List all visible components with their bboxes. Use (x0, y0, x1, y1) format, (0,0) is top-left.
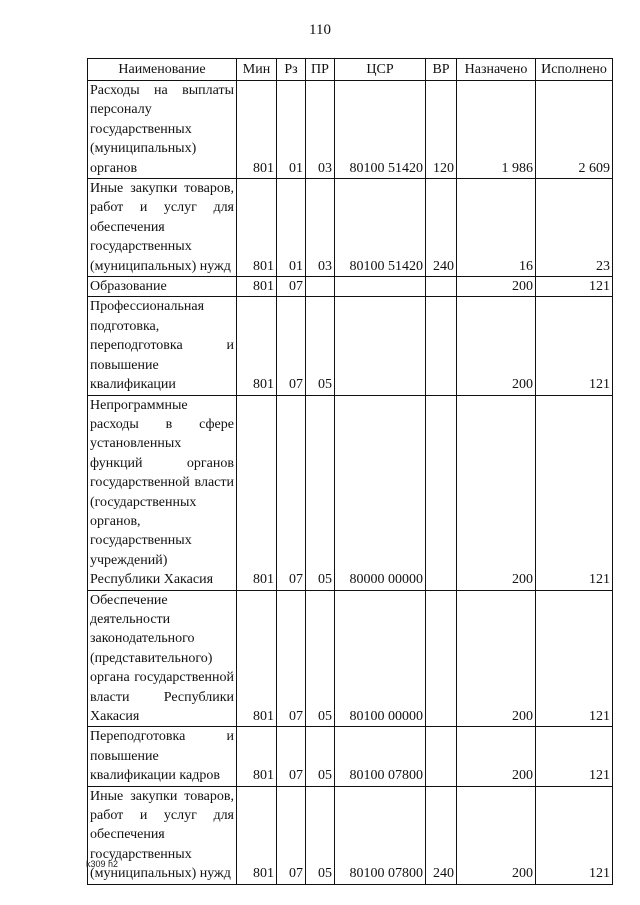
row-executed: 121 (536, 786, 613, 884)
table-row (88, 727, 613, 786)
row-pr: 05 (306, 590, 335, 727)
row-vr (426, 395, 457, 590)
header-row (88, 59, 613, 81)
header-vr: ВР (426, 59, 457, 81)
row-assigned: 1 986 (457, 81, 536, 179)
header-csr: ЦСР (335, 59, 426, 81)
row-csr: 80100 07800 (335, 786, 426, 884)
row-executed: 121 (536, 395, 613, 590)
row-min: 801 (237, 395, 277, 590)
row-name: Обеспечение деятельности законодательного (представительного) органа государственной власти Республики Хакасия (88, 590, 237, 727)
row-rz: 07 (277, 277, 306, 297)
row-assigned: 200 (457, 395, 536, 590)
table-row (88, 590, 613, 727)
row-name: Непрограммные расходы в сфере установленных функций органов государственной власти (государственных органов, государственных учреждений) Республики Хакасия (88, 395, 237, 590)
row-csr: 80100 00000 (335, 590, 426, 727)
row-name: Профессиональная подготовка, переподготовка и повышение квалификации (88, 297, 237, 395)
row-pr: 05 (306, 395, 335, 590)
table-row (88, 179, 613, 277)
row-vr (426, 727, 457, 786)
row-assigned: 200 (457, 277, 536, 297)
row-vr (426, 590, 457, 727)
row-executed: 121 (536, 277, 613, 297)
row-executed: 121 (536, 297, 613, 395)
row-rz: 07 (277, 395, 306, 590)
header-min: Мин (237, 59, 277, 81)
row-min: 801 (237, 179, 277, 277)
row-csr: 80000 00000 (335, 395, 426, 590)
row-csr: 80100 07800 (335, 727, 426, 786)
row-rz: 07 (277, 297, 306, 395)
table-row (88, 786, 613, 884)
row-min: 801 (237, 297, 277, 395)
row-rz: 07 (277, 590, 306, 727)
row-csr (335, 277, 426, 297)
row-pr: 05 (306, 727, 335, 786)
row-rz: 01 (277, 81, 306, 179)
row-name: Иные закупки товаров, работ и услуг для обеспечения государственных (муниципальных) нужд (88, 786, 237, 884)
row-min: 801 (237, 590, 277, 727)
row-assigned: 200 (457, 786, 536, 884)
row-rz: 07 (277, 727, 306, 786)
table-row (88, 297, 613, 395)
table-row (88, 395, 613, 590)
budget-table (87, 58, 613, 885)
row-executed: 121 (536, 727, 613, 786)
row-executed: 2 609 (536, 81, 613, 179)
header-rz: Рз (277, 59, 306, 81)
row-csr: 80100 51420 (335, 81, 426, 179)
row-min: 801 (237, 727, 277, 786)
row-vr: 240 (426, 786, 457, 884)
table-row (88, 277, 613, 297)
header-pr: ПР (306, 59, 335, 81)
row-min: 801 (237, 277, 277, 297)
row-rz: 01 (277, 179, 306, 277)
page-number: 110 (309, 22, 331, 38)
row-rz: 07 (277, 786, 306, 884)
table-row (88, 81, 613, 179)
row-min: 801 (237, 81, 277, 179)
row-assigned: 200 (457, 590, 536, 727)
row-name: Расходы на выплаты персоналу государственных (муниципальных) органов (88, 81, 237, 179)
row-vr: 120 (426, 81, 457, 179)
row-vr (426, 277, 457, 297)
row-min: 801 (237, 786, 277, 884)
header-name: Наименование (88, 59, 237, 81)
row-pr: 03 (306, 81, 335, 179)
row-pr: 05 (306, 786, 335, 884)
row-assigned: 16 (457, 179, 536, 277)
row-executed: 23 (536, 179, 613, 277)
row-csr: 80100 51420 (335, 179, 426, 277)
header-executed: Исполнено (536, 59, 613, 81)
row-assigned: 200 (457, 727, 536, 786)
row-assigned: 200 (457, 297, 536, 395)
row-vr: 240 (426, 179, 457, 277)
row-executed: 121 (536, 590, 613, 727)
document-code: k309 h2 (86, 859, 119, 869)
row-name: Иные закупки товаров, работ и услуг для обеспечения государственных (муниципальных) нужд (88, 179, 237, 277)
row-pr (306, 277, 335, 297)
row-csr (335, 297, 426, 395)
row-name: Образование (88, 277, 237, 297)
row-name: Переподготовка и повышение квалификации кадров (88, 727, 237, 786)
row-pr: 03 (306, 179, 335, 277)
header-assigned: Назначено (457, 59, 536, 81)
row-vr (426, 297, 457, 395)
row-pr: 05 (306, 297, 335, 395)
